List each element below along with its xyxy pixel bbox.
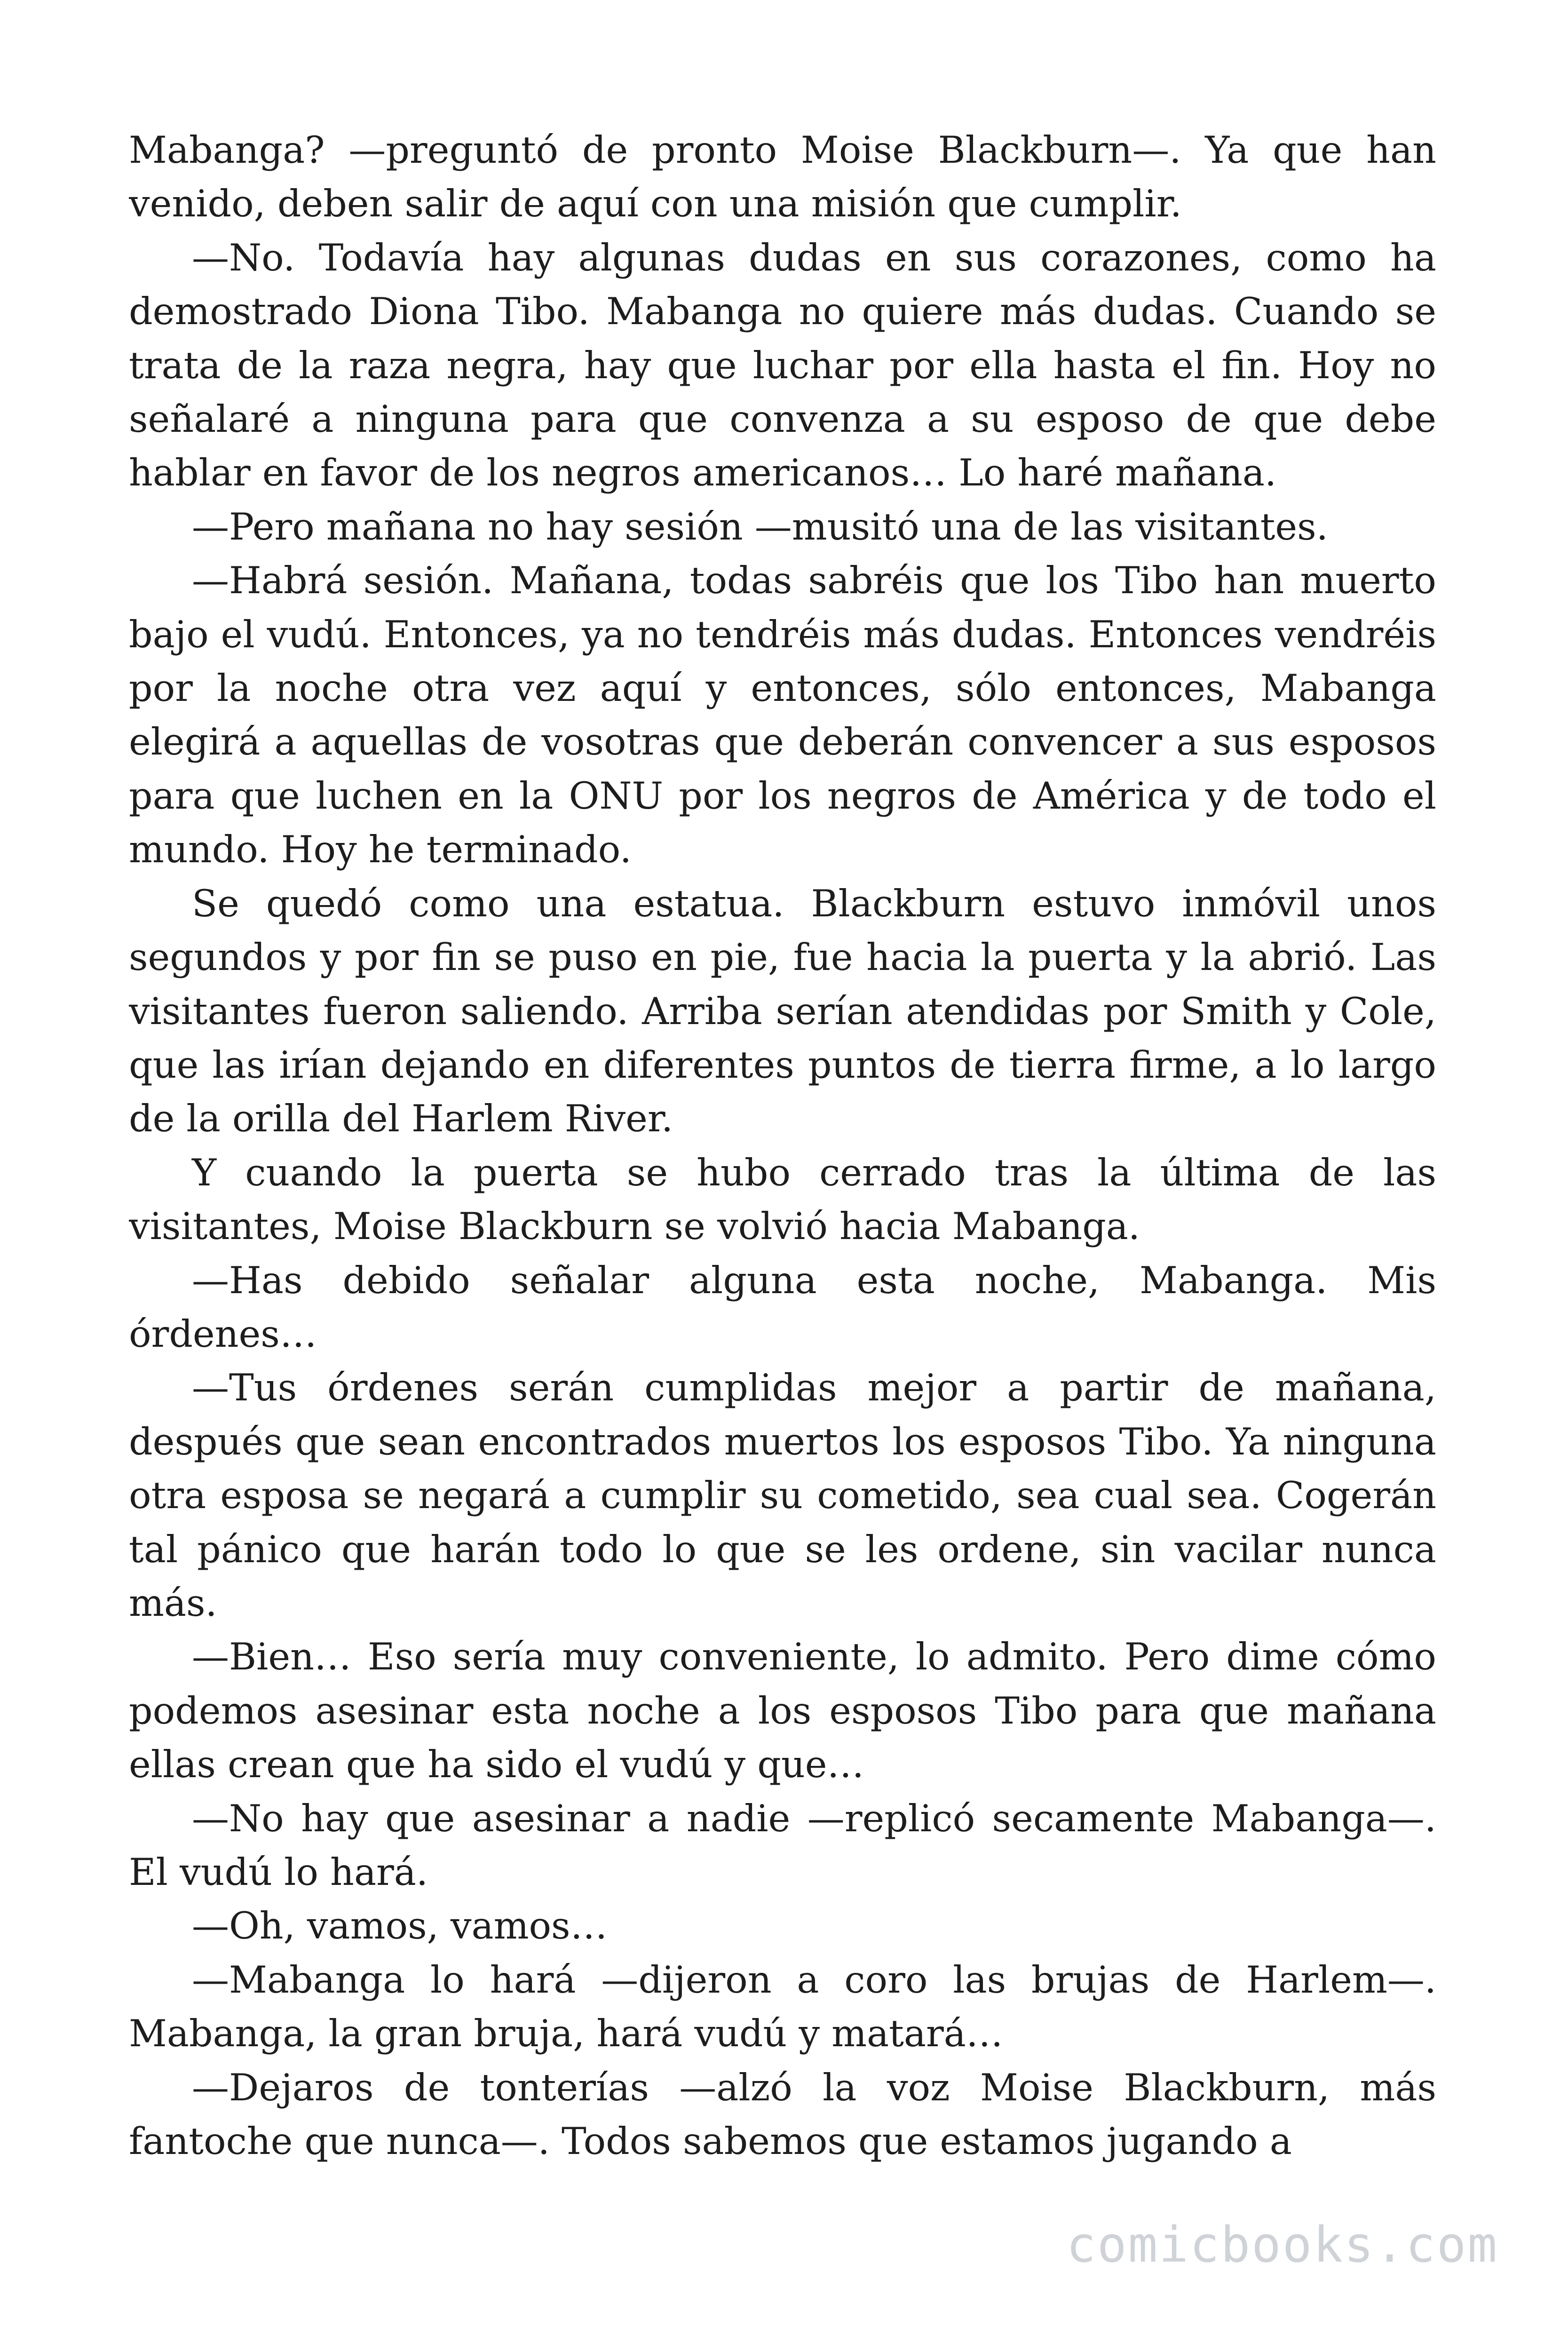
- paragraph-11: —Oh, vamos, vamos…: [192, 1904, 608, 1948]
- paragraph-1: Mabanga? —preguntó de pronto Moise Blackburn—. Ya que han venido, deben salir de aquí con una misión que cumplir.: [129, 128, 1436, 226]
- paragraph-7: —Has debido señalar alguna esta noche, Mabanga. Mis órdenes…: [129, 1258, 1436, 1356]
- paragraph-12: —Mabanga lo hará —dijeron a coro las brujas de Harlem—. Mabanga, la gran bruja, hará vudú y matará…: [129, 1958, 1436, 2056]
- watermark-logo: comicbooks.com: [1066, 2216, 1498, 2273]
- paragraph-4: —Habrá sesión. Mañana, todas sabréis que los Tibo han muerto bajo el vudú. Entonces, ya no tendréis más dudas. Entonces vendréis por la noche otra vez aquí y entonces, sólo entonces, Mabanga elegirá a aquellas de vosotras que deberán convencer a sus esposos para que luchen en la ONU por los negros de América y de todo el mundo. Hoy he terminado.: [129, 559, 1436, 872]
- paragraph-9: —Bien… Eso sería muy conveniente, lo admito. Pero dime cómo podemos asesinar esta noche a los esposos Tibo para que mañana ellas crean que ha sido el vudú y que…: [129, 1635, 1436, 1787]
- paragraph-8: —Tus órdenes serán cumplidas mejor a partir de mañana, después que sean encontrados muertos los esposos Tibo. Ya ninguna otra esposa se negará a cumplir su cometido, sea cual sea. Cogerán tal pánico que harán todo lo que se les ordene, sin vacilar nunca más.: [129, 1366, 1436, 1625]
- body-text: [129, 123, 1436, 2174]
- paragraph-6: Y cuando la puerta se hubo cerrado tras la última de las visitantes, Moise Blackburn se volvió hacia Mabanga.: [129, 1151, 1436, 1248]
- paragraph-13: —Dejaros de tonterías —alzó la voz Moise Blackburn, más fantoche que nunca—. Todos sabemos que estamos jugando a: [129, 2066, 1436, 2163]
- paragraph-3: —Pero mañana no hay sesión —musitó una de las visitantes.: [192, 505, 1328, 548]
- paragraph-2: —No. Todavía hay algunas dudas en sus corazones, como ha demostrado Diona Tibo. Mabanga no quiere más dudas. Cuando se trata de la raza negra, hay que luchar por ella hasta el fin. Hoy no señalaré a ninguna para que convenza a su esposo de que debe hablar en favor de los negros americanos… Lo haré mañana.: [129, 236, 1436, 495]
- paragraph-10: —No hay que asesinar a nadie —replicó secamente Mabanga—. El vudú lo hará.: [129, 1796, 1436, 1894]
- paragraph-5: Se quedó como una estatua. Blackburn estuvo inmóvil unos segundos y por fin se puso en pie, fue hacia la puerta y la abrió. Las visitantes fueron saliendo. Arriba serían atendidas por Smith y Cole, que las irían dejando en diferentes puntos de tierra firme, a lo largo de la orilla del Harlem River.: [129, 882, 1436, 1141]
